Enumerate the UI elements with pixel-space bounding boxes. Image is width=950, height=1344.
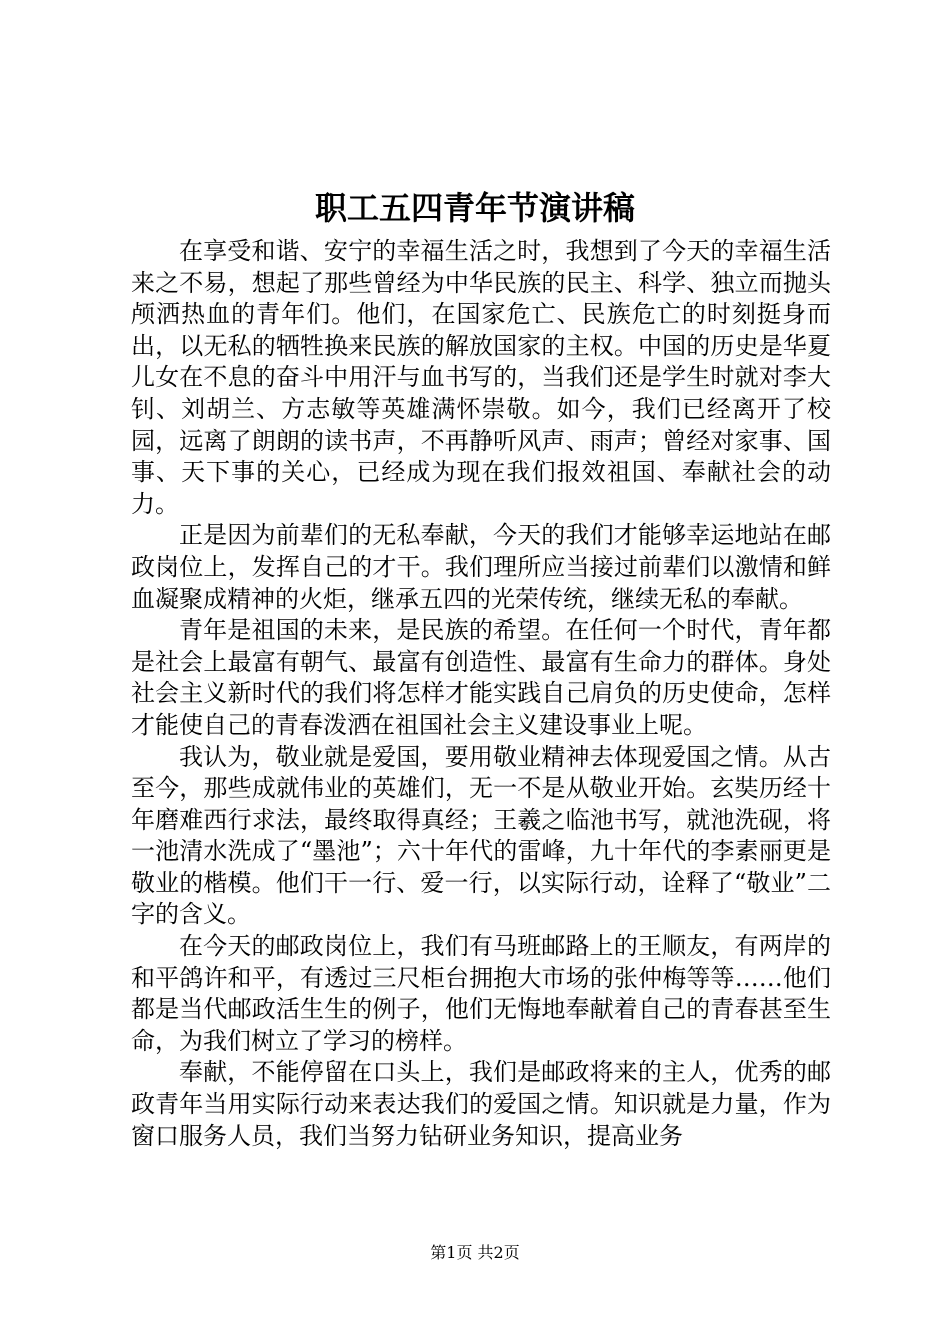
paragraph: 在享受和谐、安宁的幸福生活之时，我想到了今天的幸福生活来之不易，想起了那些曾经为中华民族的民主、科学、独立而抛头颅洒热血的青年们。他们，在国家危亡、民族危亡的时刻挺身而出，以无私的牺牲换来民族的解放国家的主权。中国的历史是华夏儿女在不息的奋斗中用汗与血书写的，当我们还是学生时就对李大钊、刘胡兰、方志敏等英雄满怀崇敬。如今，我们已经离开了校园，远离了朗朗的读书声，不再静听风声、雨声；曾经对家事、国事、天下事的关心，已经成为现在我们报效祖国、奉献社会的动力。 [131,237,831,518]
paragraph: 青年是祖国的未来，是民族的希望。在任何一个时代，青年都是社会上最富有朝气、最富有创造性、最富有生命力的群体。身处社会主义新时代的我们将怎样才能实践自己肩负的历史使命，怎样才能使自己的青春泼洒在祖国社会主义建设事业上呢。 [131,616,831,739]
document-title: 职工五四青年节演讲稿 [314,189,635,227]
paragraph: 奉献，不能停留在口头上，我们是邮政将来的主人，优秀的邮政青年当用实际行动来表达我们的爱国之情。知识就是力量，作为窗口服务人员，我们当努力钻研业务知识，提高业务 [131,1058,831,1150]
paragraph: 正是因为前辈们的无私奉献，今天的我们才能够幸运地站在邮政岗位上，发挥自己的才干。我们理所应当接过前辈们以激情和鲜血凝聚成精神的火炬，继承五四的光荣传统，继续无私的奉献。 [131,521,831,613]
paragraph: 我认为，敬业就是爱国，要用敬业精神去体现爱国之情。从古至今，那些成就伟业的英雄们，无一不是从敬业开始。玄奘历经十年磨难西行求法，最终取得真经；王羲之临池书写，就池洗砚，将一池清水洗成了“墨池”；六十年代的雷峰，九十年代的李素丽更是敬业的楷模。他们干一行、爱一行，以实际行动，诠释了“敬业”二字的含义。 [131,742,831,929]
document-body [131,236,831,1152]
paragraph: 在今天的邮政岗位上，我们有马班邮路上的王顺友，有两岸的和平鸽许和平，有透过三尺柜台拥抱大市场的张仲梅等等……他们都是当代邮政活生生的例子，他们无悔地奉献着自己的青春甚至生命，为我们树立了学习的榜样。 [131,932,831,1055]
page-number-footer: 第1页 共2页 [430,1243,520,1262]
